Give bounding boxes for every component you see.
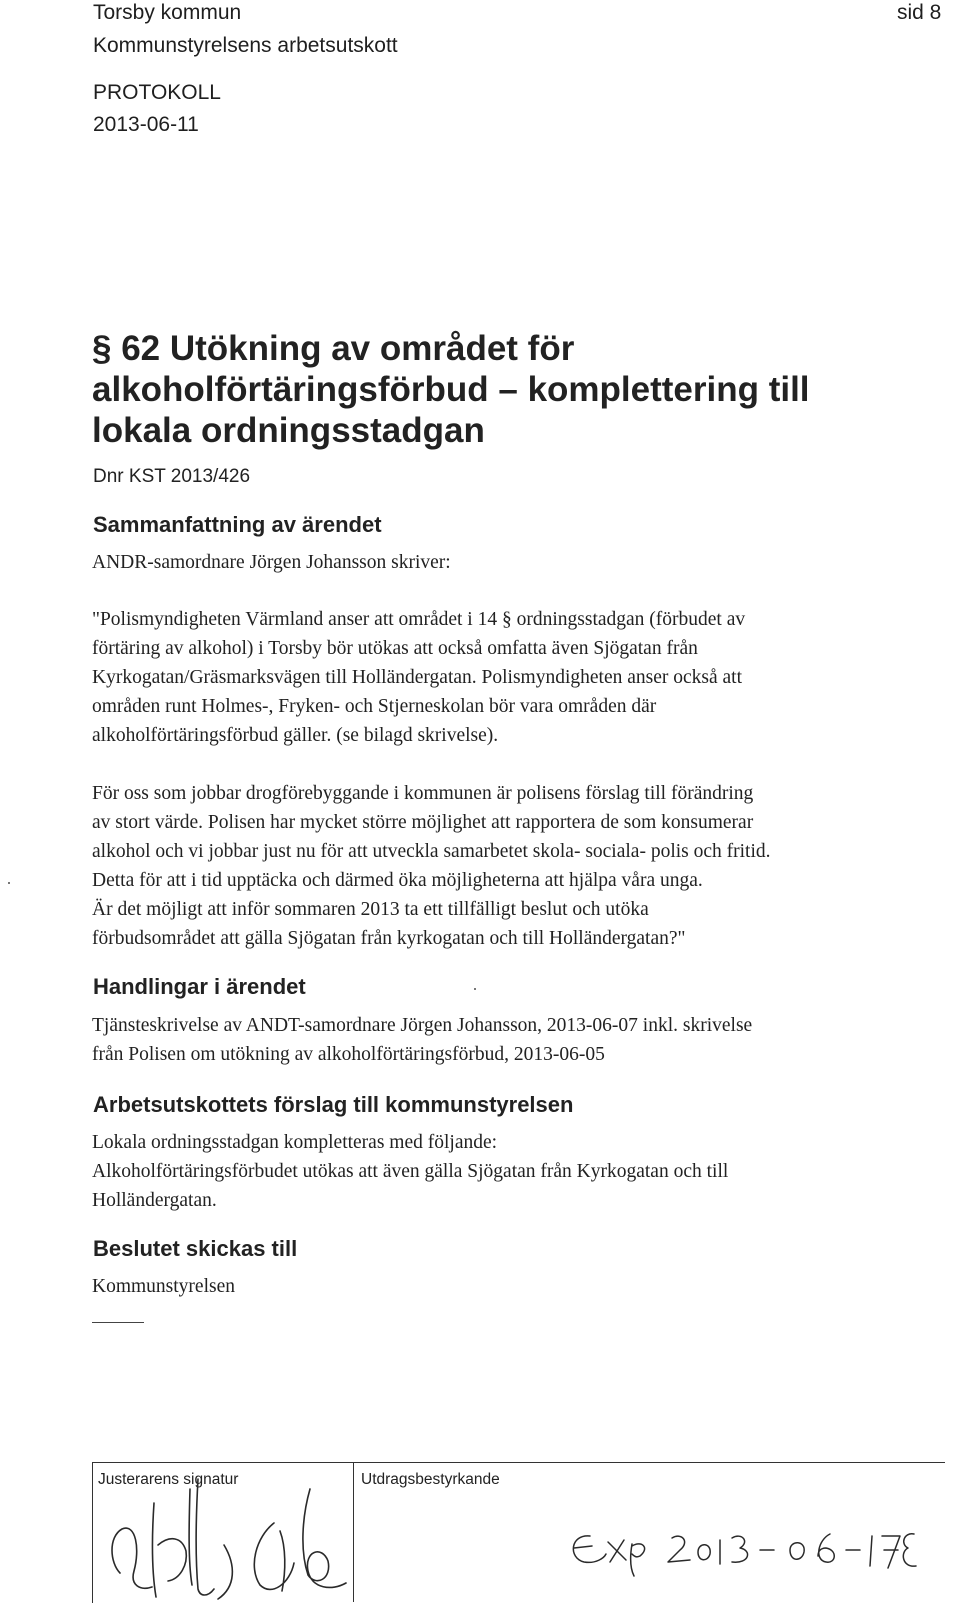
justerare-signature-label: Justerarens signatur (98, 1471, 239, 1488)
paragraph-line: förbudsområdet att gälla Sjögatan från kyrkogatan och till Holländergatan?" (92, 928, 686, 949)
section-title-line: lokala ordningsstadgan (92, 411, 485, 450)
scan-speck (8, 882, 10, 884)
handwritten-expedition-note (560, 1512, 920, 1582)
paragraph-line: förtäring av alkohol) i Torsby bör utökas att också omfatta även Sjögatan från (92, 638, 698, 659)
document-line: Tjänsteskrivelse av ANDT-samordnare Jörgen Johansson, 2013-06-07 inkl. skrivelse (92, 1015, 753, 1036)
documents-list (92, 1011, 752, 1069)
paragraph-line: Kyrkogatan/Gräsmarksvägen till Holländergatan. Polismyndigheten anser också att (92, 667, 743, 688)
proposal-text (92, 1128, 728, 1215)
paragraph-line: alkohol och vi jobbar just nu för att utveckla samarbetet skola- sociala- polis och fritid. (92, 841, 771, 862)
paragraph-line: "Polismyndigheten Värmland anser att området i 14 § ordningsstadgan (förbudet av (92, 609, 746, 630)
proposal-line: Alkoholförtäringsförbudet utökas att även gälla Sjögatan från Kyrkogatan och till (92, 1161, 729, 1182)
proposal-line: Lokala ordningsstadgan kompletteras med följande: (92, 1132, 498, 1153)
summary-paragraph-2 (92, 779, 771, 953)
section-title-line: alkoholförtäringsförbud – komplettering till (92, 370, 810, 409)
municipality-name: Torsby kommun (93, 1, 242, 24)
separator-line (92, 1322, 144, 1323)
paragraph-line: områden runt Holmes-, Fryken- och Stjerneskolan bör vara områden där (92, 696, 657, 717)
committee-name: Kommunstyrelsens arbetsutskott (93, 34, 398, 57)
documents-heading: Handlingar i ärendet (93, 974, 306, 999)
proposal-heading: Arbetsutskottets förslag till kommunstyrelsen (93, 1092, 574, 1117)
scan-speck (474, 988, 476, 990)
proposal-line: Holländergatan. (92, 1190, 217, 1211)
page-number: sid 8 (897, 1, 942, 24)
document-type: PROTOKOLL (93, 81, 221, 104)
sent-to-heading: Beslutet skickas till (93, 1236, 298, 1261)
handwritten-signature (96, 1475, 351, 1601)
paragraph-line: För oss som jobbar drogförebyggande i kommunen är polisens förslag till förändring (92, 783, 754, 804)
document-line: från Polisen om utökning av alkoholförtäringsförbud, 2013-06-05 (92, 1044, 605, 1065)
case-number: Dnr KST 2013/426 (93, 466, 251, 487)
paragraph-line: av stort värde. Polisen har mycket större möjlighet att rapportera de som konsumerar (92, 812, 754, 833)
paragraph-line: alkoholförtäringsförbud gäller. (se bilagd skrivelse). (92, 725, 499, 746)
section-title (92, 328, 892, 451)
summary-intro: ANDR-samordnare Jörgen Johansson skriver: (92, 552, 451, 573)
section-title-line: § 62 Utökning av området för (92, 329, 575, 368)
document-date: 2013-06-11 (93, 113, 199, 136)
utdragsbestyrkande-label: Utdragsbestyrkande (361, 1471, 500, 1488)
signature-box-divider (353, 1462, 354, 1602)
summary-heading: Sammanfattning av ärendet (93, 512, 382, 537)
sent-to-recipient: Kommunstyrelsen (92, 1276, 235, 1297)
paragraph-line: Är det möjligt att inför sommaren 2013 ta ett tillfälligt beslut och utöka (92, 899, 649, 920)
summary-paragraph-1 (92, 605, 745, 750)
paragraph-line: Detta för att i tid upptäcka och därmed öka möjligheterna att hjälpa våra unga. (92, 870, 703, 891)
